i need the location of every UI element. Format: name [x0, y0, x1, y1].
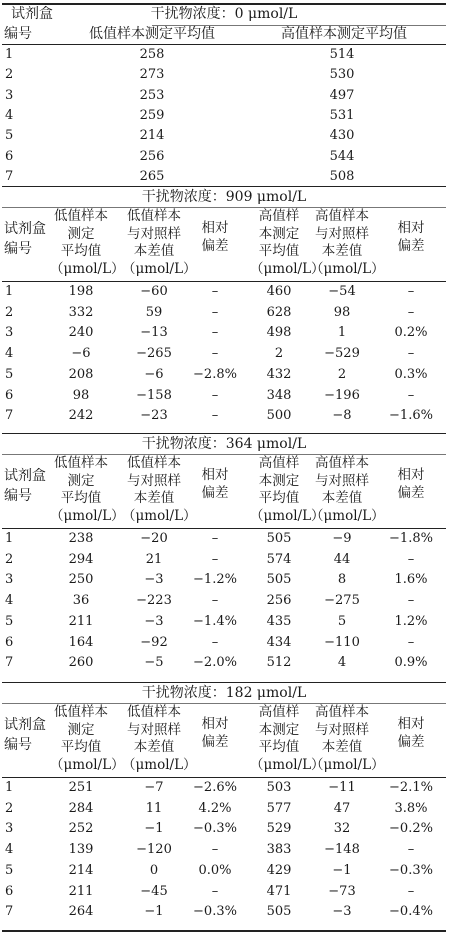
high-mean-cell: 383 [266, 842, 292, 858]
high-diff-header-line1: 高值样本 [315, 704, 369, 720]
low-mean-cell: 214 [68, 862, 94, 878]
low-diff-cell: −23 [140, 408, 168, 424]
high-diff-cell: 8 [337, 572, 347, 588]
high-diff-cell: −3 [332, 904, 352, 920]
low-mean-cell: 211 [68, 613, 94, 629]
kit-number-cell: 7 [5, 168, 14, 184]
low-diff-header-line2: 与对照样 [127, 225, 181, 242]
high-mean-cell: 508 [329, 168, 355, 184]
high-bias-header-line1: 相对 [397, 467, 425, 483]
high-diff-cell: 1 [337, 325, 347, 341]
kit-number-cell: 6 [5, 148, 14, 164]
low-mean-cell: 240 [68, 325, 94, 341]
high-bias-header-line1: 相对 [397, 220, 425, 236]
high-mean-cell: 505 [266, 572, 292, 588]
low-mean-cell: 238 [68, 531, 94, 546]
low-diff-header-line3: 本差值 [133, 739, 175, 755]
high-value-mean-header: 高值样本测定平均值 [281, 26, 407, 42]
high-diff-cell: 32 [333, 821, 351, 837]
low-bias-cell: – [211, 531, 219, 546]
low-diff-cell: 0 [149, 862, 159, 878]
high-diff-cell: −1 [332, 862, 352, 878]
high-diff-header-line4: （μmol/L） [310, 507, 385, 524]
kit-number-cell: 6 [5, 883, 14, 899]
high-mean-header-line4: （μmol/L） [250, 756, 325, 773]
high-mean-cell: 471 [266, 883, 292, 899]
high-mean-cell: 432 [266, 366, 292, 382]
low-mean-cell: 332 [68, 304, 94, 320]
kit-number-header-line1: 试剂盒 [4, 221, 46, 237]
high-bias-cell: – [407, 593, 415, 609]
high-bias-cell: 0.3% [394, 366, 428, 382]
high-mean-cell: 500 [266, 408, 292, 424]
low-mean-cell: 264 [68, 904, 94, 920]
table-bottom-rule [2, 930, 446, 932]
high-mean-cell: 435 [266, 613, 292, 629]
high-mean-cell: 2 [274, 346, 284, 362]
high-mean-cell: 544 [329, 148, 355, 164]
section-concentration-title: 干扰物浓度：0 μmol/L [150, 6, 298, 22]
low-bias-cell: 0.0% [198, 862, 232, 878]
high-mean-cell: 256 [266, 593, 292, 609]
high-mean-cell: 530 [329, 67, 355, 83]
kit-number-header-line2: 编号 [4, 488, 32, 504]
high-mean-header-line4: （μmol/L） [250, 507, 325, 524]
low-mean-header-line4: （μmol/L） [50, 756, 125, 773]
section-concentration-title: 干扰物浓度：364 μmol/L [141, 436, 307, 452]
high-bias-header-line1: 相对 [397, 716, 425, 732]
low-diff-cell: −120 [136, 842, 172, 858]
high-bias-header-line2: 偏差 [397, 484, 425, 501]
high-diff-cell: −9 [332, 531, 352, 546]
low-mean-cell: 211 [68, 883, 94, 899]
low-mean-cell: 258 [139, 47, 165, 62]
low-mean-cell: 265 [139, 168, 165, 184]
high-bias-cell: – [407, 304, 415, 320]
low-diff-cell: −92 [140, 634, 168, 650]
high-diff-cell: −73 [328, 883, 356, 899]
high-mean-cell: 531 [329, 107, 355, 123]
low-diff-header-line1: 低值样本 [127, 208, 181, 224]
low-mean-header-line3: 平均值 [60, 243, 102, 259]
low-diff-cell: −1 [144, 821, 164, 837]
low-mean-cell: 214 [139, 128, 165, 144]
low-diff-header-line3: 本差值 [133, 243, 175, 259]
high-mean-cell: 460 [266, 284, 292, 299]
low-bias-cell: −1.4% [193, 613, 237, 629]
kit-number-cell: 5 [5, 128, 14, 144]
low-diff-cell: −6 [144, 366, 164, 382]
high-mean-cell: 577 [266, 800, 292, 816]
low-bias-header-line1: 相对 [201, 467, 229, 483]
low-bias-cell: −0.3% [193, 904, 237, 920]
kit-number-header-line1: 试剂盒 [11, 6, 53, 22]
low-mean-cell: 253 [139, 87, 165, 103]
kit-number-cell: 2 [5, 800, 14, 816]
low-diff-cell: −60 [140, 284, 168, 299]
low-mean-cell: 273 [139, 67, 165, 83]
low-diff-cell: −5 [144, 655, 164, 671]
low-diff-cell: −1 [144, 904, 164, 920]
low-bias-header-line1: 相对 [201, 716, 229, 732]
low-mean-header-line1: 低值样本 [54, 704, 108, 720]
high-mean-cell: 529 [266, 821, 292, 837]
low-mean-header-line2: 测定 [67, 721, 95, 738]
low-bias-cell: 4.2% [198, 800, 232, 816]
high-diff-header-line2: 与对照样 [315, 225, 369, 242]
low-value-mean-header: 低值样本测定平均值 [89, 26, 215, 42]
low-bias-cell: −2.8% [193, 366, 237, 382]
high-bias-cell: 3.8% [394, 800, 428, 816]
low-bias-cell: −2.0% [193, 655, 237, 671]
high-diff-cell: −11 [328, 780, 356, 795]
low-bias-header-line1: 相对 [201, 220, 229, 236]
kit-number-cell: 2 [5, 304, 14, 320]
low-bias-cell: – [211, 284, 219, 299]
high-diff-header-line3: 本差值 [321, 490, 363, 506]
low-diff-header-line4: （μmol/L） [122, 756, 197, 773]
high-diff-cell: 98 [333, 304, 351, 320]
kit-number-cell: 2 [5, 551, 14, 567]
low-diff-header-line4: （μmol/L） [122, 507, 197, 524]
kit-number-header-line1: 试剂盒 [4, 468, 46, 484]
high-mean-cell: 348 [266, 387, 292, 403]
kit-number-cell: 1 [5, 780, 14, 795]
high-diff-cell: 47 [333, 800, 351, 816]
high-diff-cell: 5 [337, 613, 347, 629]
low-bias-cell: – [211, 408, 219, 424]
low-mean-cell: 198 [68, 284, 94, 299]
high-mean-cell: 505 [266, 904, 292, 920]
high-mean-cell: 434 [266, 634, 292, 650]
high-bias-cell: −0.3% [389, 862, 433, 878]
high-mean-cell: 430 [329, 128, 355, 144]
high-diff-header-line1: 高值样本 [315, 455, 369, 471]
high-bias-cell: – [407, 883, 415, 899]
kit-number-cell: 3 [5, 821, 14, 837]
high-diff-header-line2: 与对照样 [315, 721, 369, 738]
high-bias-cell: 0.9% [394, 655, 428, 671]
header-rule [2, 44, 446, 45]
high-bias-cell: – [407, 346, 415, 362]
low-diff-header-line3: 本差值 [133, 490, 175, 506]
kit-number-cell: 1 [5, 47, 14, 62]
section-concentration-title: 干扰物浓度：182 μmol/L [141, 685, 307, 701]
high-diff-cell: −54 [328, 284, 356, 299]
low-bias-header-line2: 偏差 [201, 237, 229, 254]
high-bias-header-line2: 偏差 [397, 733, 425, 750]
low-mean-cell: 284 [68, 800, 94, 816]
high-bias-cell: −2.1% [389, 780, 433, 795]
kit-number-cell: 6 [5, 634, 14, 650]
kit-number-cell: 1 [5, 531, 14, 546]
high-mean-cell: 498 [266, 325, 292, 341]
low-bias-cell: – [211, 634, 219, 650]
high-diff-header-line1: 高值样本 [315, 208, 369, 224]
high-mean-header-line4: （μmol/L） [250, 260, 325, 277]
kit-number-cell: 4 [5, 107, 14, 123]
high-diff-cell: 2 [337, 366, 347, 382]
kit-number-header-line2: 编号 [4, 26, 32, 42]
kit-number-cell: 4 [5, 593, 14, 609]
kit-number-header-line2: 编号 [4, 241, 32, 257]
low-diff-cell: 21 [145, 551, 163, 567]
low-mean-cell: 250 [68, 572, 94, 588]
low-diff-header-line2: 与对照样 [127, 721, 181, 738]
high-mean-header-line1: 高值样 [258, 455, 300, 471]
low-diff-cell: −7 [144, 780, 164, 795]
high-bias-cell: 1.6% [394, 572, 428, 588]
low-mean-header-line4: （μmol/L） [50, 260, 125, 277]
high-mean-cell: 514 [329, 47, 355, 62]
low-mean-header-line4: （μmol/L） [50, 507, 125, 524]
low-mean-cell: 139 [68, 842, 94, 858]
low-bias-cell: – [211, 883, 219, 899]
high-bias-cell: −1.6% [389, 408, 433, 424]
low-bias-cell: −2.6% [193, 780, 237, 795]
high-mean-cell: 628 [266, 304, 292, 320]
low-mean-header-line1: 低值样本 [54, 208, 108, 224]
low-mean-header-line3: 平均值 [60, 739, 102, 755]
low-diff-header-line1: 低值样本 [127, 455, 181, 471]
high-diff-header-line4: （μmol/L） [310, 260, 385, 277]
high-diff-header-line4: （μmol/L） [310, 756, 385, 773]
kit-number-cell: 5 [5, 366, 14, 382]
low-mean-cell: 294 [68, 551, 94, 567]
low-diff-cell: −158 [136, 387, 172, 403]
high-mean-header-line3: 平均值 [258, 739, 300, 755]
low-mean-cell: 251 [68, 780, 94, 795]
kit-number-cell: 5 [5, 613, 14, 629]
low-diff-header-line4: （μmol/L） [122, 260, 197, 277]
low-diff-cell: −265 [136, 346, 172, 362]
kit-number-header-line2: 编号 [4, 737, 32, 753]
low-mean-cell: 259 [139, 107, 165, 123]
low-mean-cell: 164 [68, 634, 94, 650]
high-diff-cell: −275 [324, 593, 360, 609]
high-bias-cell: −0.2% [389, 821, 433, 837]
kit-number-header-line1: 试剂盒 [4, 717, 46, 733]
kit-number-cell: 6 [5, 387, 14, 403]
high-diff-header-line3: 本差值 [321, 243, 363, 259]
low-diff-cell: −223 [136, 593, 172, 609]
low-bias-cell: – [211, 842, 219, 858]
low-mean-header-line2: 测定 [67, 472, 95, 489]
high-bias-cell: – [407, 387, 415, 403]
low-mean-header-line3: 平均值 [60, 490, 102, 506]
low-bias-header-line2: 偏差 [201, 484, 229, 501]
high-bias-cell: – [407, 551, 415, 567]
interference-table [2, 0, 446, 934]
low-mean-cell: 252 [68, 821, 94, 837]
high-mean-header-line1: 高值样 [258, 208, 300, 224]
high-mean-cell: 503 [266, 780, 292, 795]
low-bias-cell: – [211, 551, 219, 567]
low-mean-cell: 98 [72, 387, 90, 403]
high-bias-cell: – [407, 634, 415, 650]
high-diff-cell: −148 [324, 842, 360, 858]
low-diff-cell: −20 [140, 531, 168, 546]
high-diff-cell: −196 [324, 387, 360, 403]
high-mean-header-line2: 本测定 [258, 225, 300, 242]
kit-number-cell: 4 [5, 346, 14, 362]
low-mean-cell: 242 [68, 408, 94, 424]
kit-number-cell: 7 [5, 655, 14, 671]
kit-number-cell: 2 [5, 67, 14, 83]
high-bias-header-line2: 偏差 [397, 237, 425, 254]
kit-number-cell: 3 [5, 572, 14, 588]
low-bias-cell: – [211, 593, 219, 609]
low-mean-cell: −6 [71, 346, 91, 362]
high-bias-cell: −1.8% [389, 531, 433, 546]
high-diff-header-line2: 与对照样 [315, 472, 369, 489]
kit-number-cell: 3 [5, 87, 14, 103]
high-mean-header-line2: 本测定 [258, 721, 300, 738]
section-concentration-title: 干扰物浓度：909 μmol/L [141, 189, 307, 205]
low-mean-cell: 260 [68, 655, 94, 671]
kit-number-cell: 7 [5, 408, 14, 424]
low-diff-cell: 11 [145, 800, 163, 816]
low-diff-cell: −3 [144, 572, 164, 588]
low-mean-cell: 208 [68, 366, 94, 382]
high-bias-cell: – [407, 284, 415, 299]
high-bias-cell: −0.4% [389, 904, 433, 920]
kit-number-cell: 4 [5, 842, 14, 858]
kit-number-cell: 5 [5, 862, 14, 878]
low-mean-header-line2: 测定 [67, 225, 95, 242]
low-bias-header-line2: 偏差 [201, 733, 229, 750]
high-mean-header-line3: 平均值 [258, 490, 300, 506]
high-bias-cell: 1.2% [394, 613, 428, 629]
high-mean-header-line1: 高值样 [258, 704, 300, 720]
low-mean-header-line1: 低值样本 [54, 455, 108, 471]
high-mean-cell: 574 [266, 551, 292, 567]
kit-number-cell: 3 [5, 325, 14, 341]
high-mean-header-line2: 本测定 [258, 472, 300, 489]
high-diff-cell: −529 [324, 346, 360, 362]
low-diff-cell: −3 [144, 613, 164, 629]
low-diff-cell: 59 [145, 304, 163, 320]
low-bias-cell: – [211, 325, 219, 341]
low-mean-cell: 256 [139, 148, 165, 164]
high-mean-cell: 512 [266, 655, 292, 671]
low-bias-cell: −0.3% [193, 821, 237, 837]
high-diff-cell: 44 [333, 551, 351, 567]
kit-number-cell: 7 [5, 904, 14, 920]
low-bias-cell: – [211, 387, 219, 403]
low-diff-header-line1: 低值样本 [127, 704, 181, 720]
high-diff-cell: −110 [324, 634, 360, 650]
low-bias-cell: – [211, 304, 219, 320]
high-diff-cell: 4 [337, 655, 347, 671]
low-diff-cell: −45 [140, 883, 168, 899]
high-mean-cell: 505 [266, 531, 292, 546]
low-diff-cell: −13 [140, 325, 168, 341]
high-mean-cell: 497 [329, 87, 355, 103]
low-mean-cell: 36 [72, 593, 90, 609]
kit-number-cell: 1 [5, 284, 14, 299]
high-mean-header-line3: 平均值 [258, 243, 300, 259]
low-bias-cell: −1.2% [193, 572, 237, 588]
high-diff-cell: −8 [332, 408, 352, 424]
high-bias-cell: – [407, 842, 415, 858]
high-mean-cell: 429 [266, 862, 292, 878]
low-bias-cell: – [211, 346, 219, 362]
high-diff-header-line3: 本差值 [321, 739, 363, 755]
high-bias-cell: 0.2% [394, 325, 428, 341]
low-diff-header-line2: 与对照样 [127, 472, 181, 489]
